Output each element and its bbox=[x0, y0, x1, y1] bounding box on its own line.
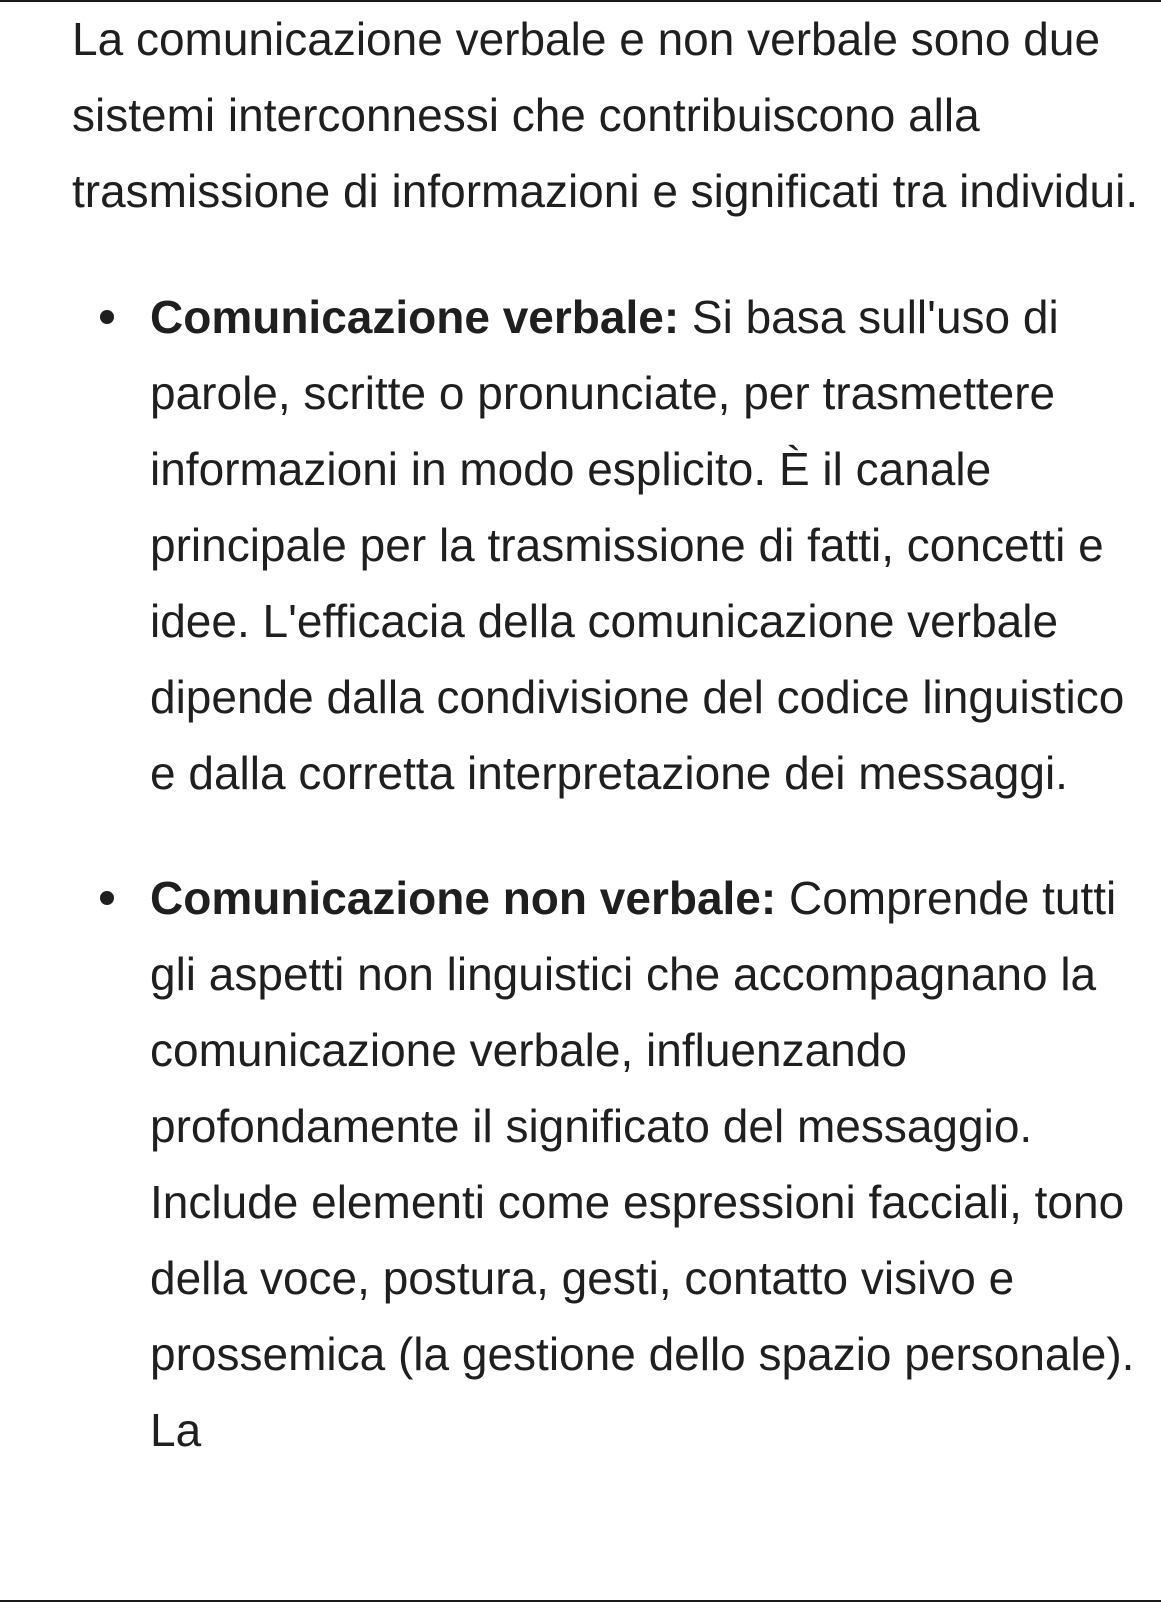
list-item-verbal bbox=[72, 279, 1157, 811]
bullet-list bbox=[72, 279, 1157, 1468]
text-verbal: Si basa sull'uso di parole, scritte o pronunciate, per trasmettere informazioni in modo esplicito. È il canale principale per la trasmissione di fatti, concetti e idee. L'efficacia della comunicazione verbale dipende dalla condivisione del codice linguistico e dalla corretta interpretazione dei messaggi. bbox=[150, 291, 1125, 799]
term-nonverbal: Comunicazione non verbale: bbox=[150, 872, 777, 924]
text-nonverbal: Comprende tutti gli aspetti non linguistici che accompagnano la comunicazione verbale, influenzando profondamente il significato del messaggio. Include elementi come espressioni facciali, tono della voce, postura, gesti, contatto visivo e prossemica (la gestione dello spazio personale). La bbox=[150, 872, 1135, 1456]
intro-paragraph: La comunicazione verbale e non verbale sono due sistemi interconnessi che contribuiscono alla trasmissione di informazioni e significati tra individui. bbox=[72, 13, 1139, 217]
bullet-icon bbox=[100, 891, 114, 905]
bullet-icon bbox=[100, 310, 114, 324]
document-body bbox=[72, 0, 1157, 1468]
term-verbal: Comunicazione verbale: bbox=[150, 291, 680, 343]
list-item-nonverbal bbox=[72, 860, 1157, 1468]
